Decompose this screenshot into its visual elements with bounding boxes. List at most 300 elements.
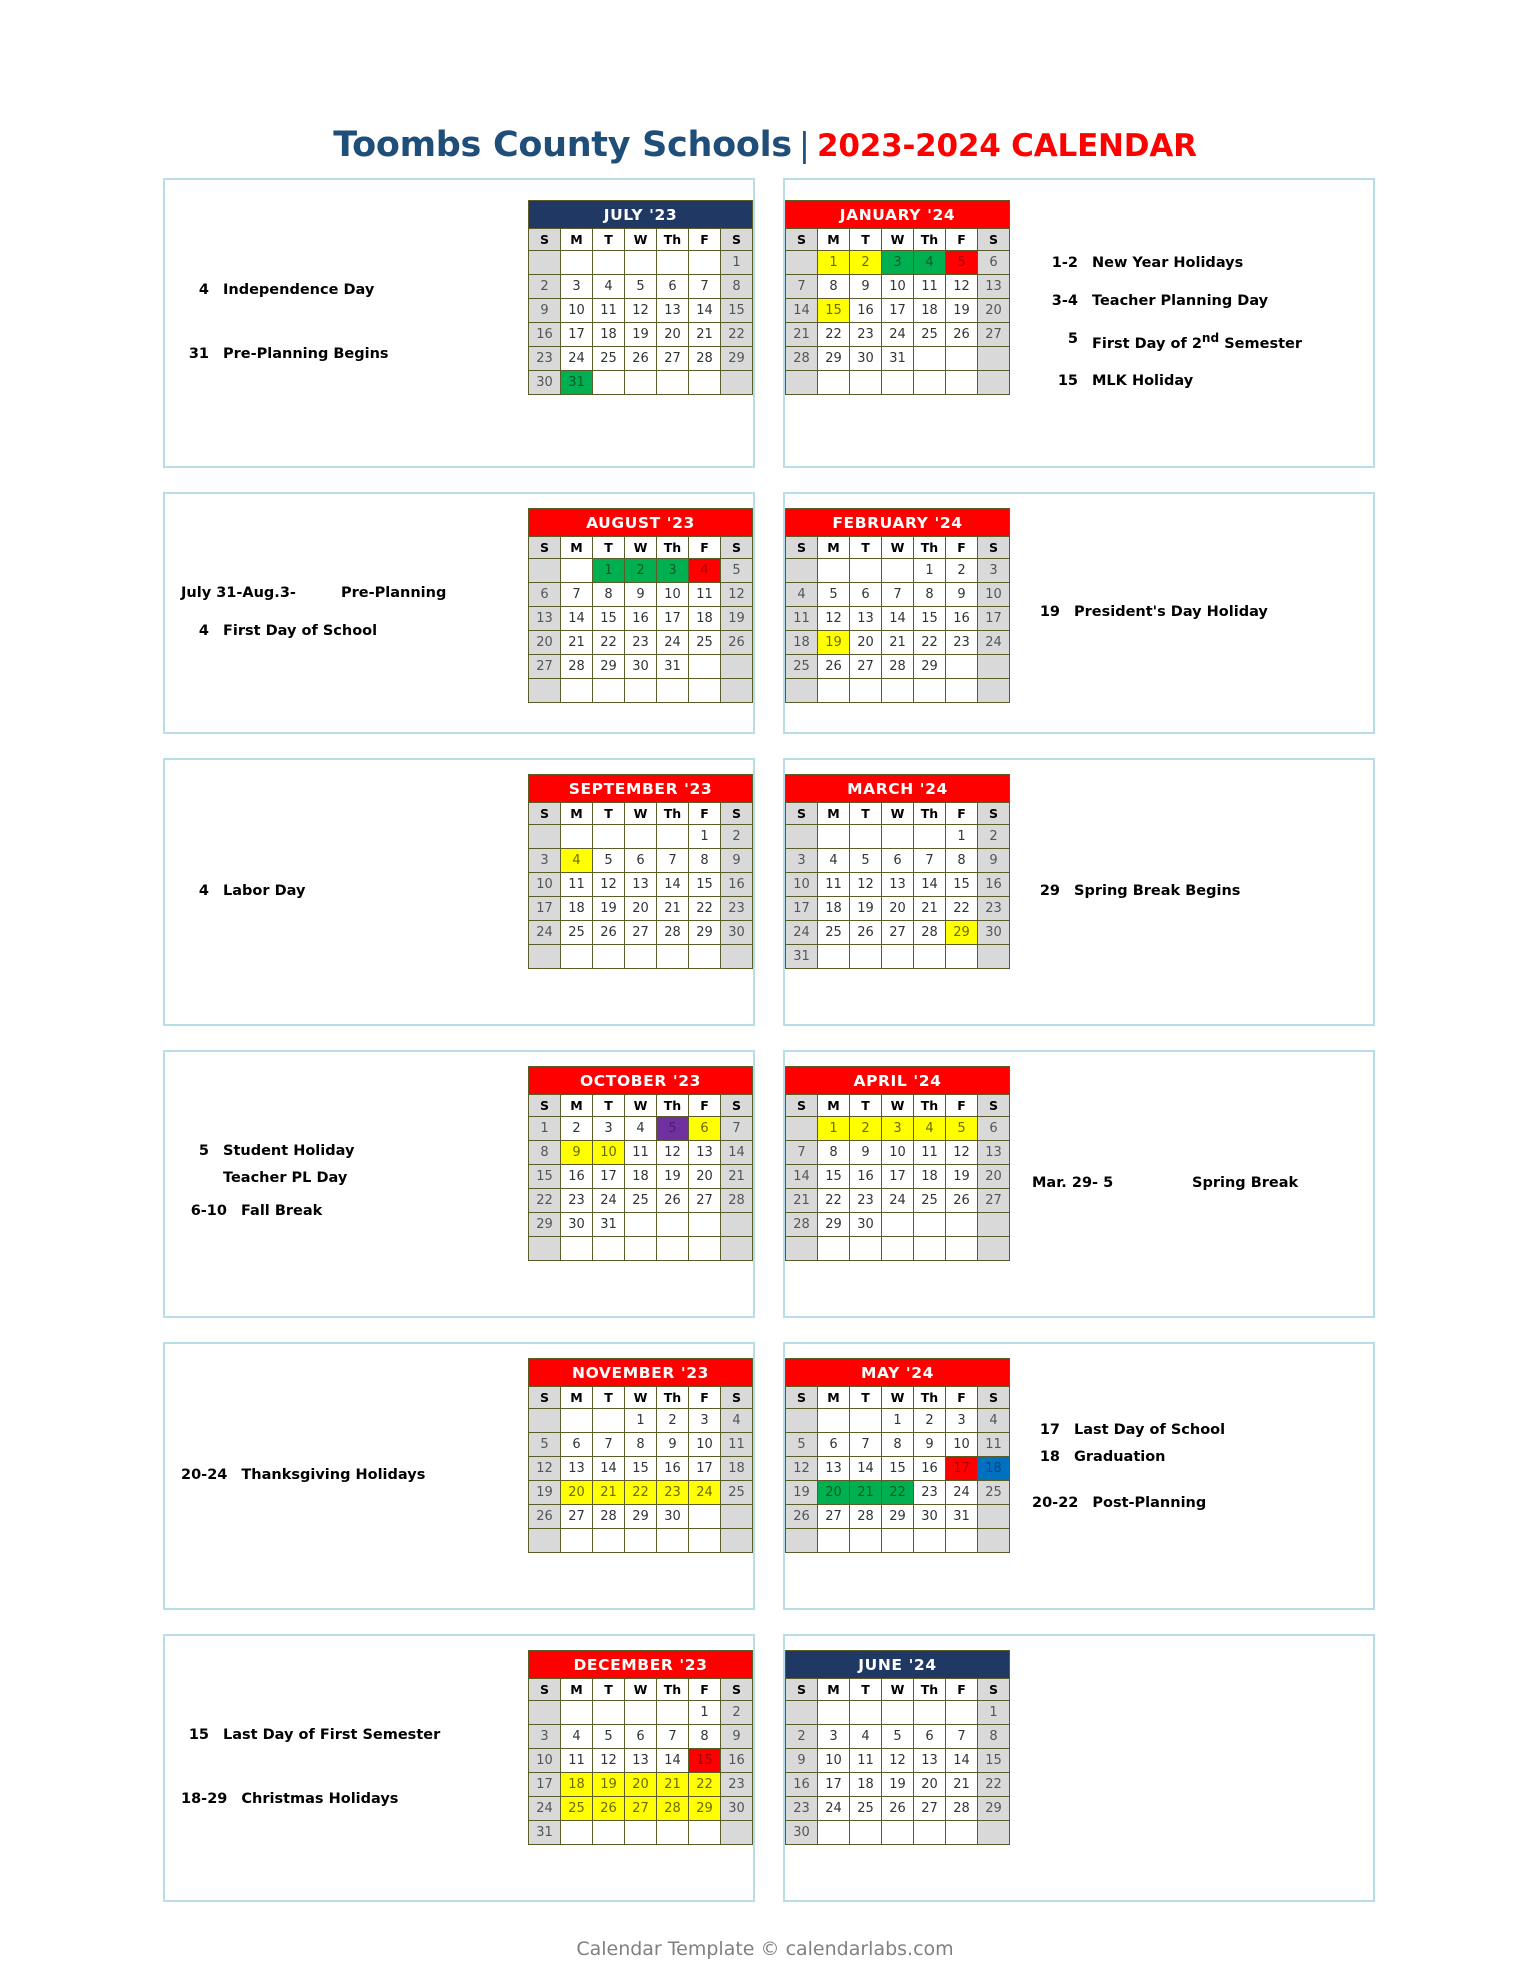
day-cell: 14	[786, 1165, 818, 1189]
notes-june	[1010, 1636, 1373, 1900]
weekday-label: F	[946, 229, 978, 251]
calendar-week-row	[786, 1117, 1010, 1141]
month-panel-october	[163, 1050, 755, 1318]
note-day: 4	[198, 623, 209, 639]
day-cell: 7	[689, 275, 721, 299]
weekday-label: T	[850, 229, 882, 251]
calendar-note	[1032, 254, 1367, 274]
weekday-label: S	[786, 803, 818, 825]
day-cell: 2	[561, 1117, 593, 1141]
empty-cell	[657, 825, 689, 849]
day-cell: 27	[561, 1505, 593, 1529]
day-cell: 28	[721, 1189, 753, 1213]
day-cell: 3	[657, 559, 689, 583]
day-cell: 9	[561, 1141, 593, 1165]
weekday-label: T	[593, 1387, 625, 1409]
day-cell: 8	[529, 1141, 561, 1165]
day-cell: 29	[978, 1797, 1010, 1821]
month-header-october: OCTOBER '23	[529, 1067, 753, 1095]
calendar-week-row	[786, 1821, 1010, 1845]
day-cell: 2	[850, 1117, 882, 1141]
day-cell: 1	[721, 251, 753, 275]
month-header-june: JUNE '24	[786, 1651, 1010, 1679]
calendar-table-july	[528, 200, 753, 395]
day-cell: 25	[561, 921, 593, 945]
day-cell: 28	[561, 655, 593, 679]
day-cell: 29	[818, 347, 850, 371]
day-cell: 26	[946, 323, 978, 347]
weekday-label: Th	[657, 537, 689, 559]
weekday-label: M	[818, 537, 850, 559]
month-panel-march	[783, 758, 1375, 1026]
day-cell: 9	[529, 299, 561, 323]
day-cell: 5	[786, 1433, 818, 1457]
day-cell: 23	[850, 1189, 882, 1213]
empty-cell	[786, 825, 818, 849]
day-cell: 13	[657, 299, 689, 323]
weekday-label: T	[593, 1095, 625, 1117]
notes-july	[165, 180, 528, 466]
day-cell: 16	[978, 873, 1010, 897]
day-cell: 2	[721, 825, 753, 849]
day-cell: 21	[786, 1189, 818, 1213]
empty-cell	[850, 1237, 882, 1261]
day-cell: 31	[593, 1213, 625, 1237]
day-cell: 10	[882, 275, 914, 299]
day-cell: 9	[914, 1433, 946, 1457]
day-cell: 29	[818, 1213, 850, 1237]
day-cell: 14	[850, 1457, 882, 1481]
day-cell: 2	[850, 251, 882, 275]
empty-cell	[689, 1213, 721, 1237]
empty-cell	[561, 559, 593, 583]
weekday-label: Th	[657, 803, 689, 825]
day-cell: 28	[657, 921, 689, 945]
empty-cell	[786, 371, 818, 395]
day-cell: 1	[818, 251, 850, 275]
day-cell: 4	[721, 1409, 753, 1433]
note-text: Fall Break	[241, 1202, 323, 1219]
day-cell: 26	[721, 631, 753, 655]
day-cell: 13	[882, 873, 914, 897]
calendar-table-january	[785, 200, 1010, 395]
month-panel-january	[783, 178, 1375, 468]
calendar-note	[181, 622, 522, 642]
note-text: Teacher Planning Day	[1092, 293, 1269, 310]
day-cell: 24	[818, 1797, 850, 1821]
empty-cell	[882, 559, 914, 583]
calendar-table-august	[528, 508, 753, 703]
calendar-week-row	[529, 1409, 753, 1433]
month-header-row	[529, 509, 753, 537]
day-cell: 5	[946, 251, 978, 275]
day-cell: 28	[689, 347, 721, 371]
weekday-label: F	[946, 803, 978, 825]
empty-cell	[786, 679, 818, 703]
calendar-week-row	[786, 559, 1010, 583]
weekday-label: S	[721, 537, 753, 559]
day-cell: 15	[978, 1749, 1010, 1773]
day-cell: 12	[946, 1141, 978, 1165]
day-cell: 10	[689, 1433, 721, 1457]
note-day: 15	[1057, 372, 1078, 389]
day-cell: 31	[657, 655, 689, 679]
title-school-name: Toombs County Schools	[333, 125, 792, 165]
calendar-row-6	[163, 1634, 1375, 1902]
weekday-label: T	[850, 1679, 882, 1701]
day-cell: 4	[625, 1117, 657, 1141]
notes-december	[165, 1636, 528, 1900]
weekday-label: M	[561, 229, 593, 251]
calendar-table-october	[528, 1066, 753, 1261]
month-header-july: JULY '23	[529, 201, 753, 229]
day-cell: 4	[786, 583, 818, 607]
calendar-week-row	[786, 323, 1010, 347]
month-panel-november	[163, 1342, 755, 1610]
weekday-label: S	[529, 1387, 561, 1409]
day-cell: 4	[914, 1117, 946, 1141]
empty-cell	[914, 679, 946, 703]
calendar-note	[1032, 1174, 1367, 1194]
day-cell: 9	[721, 849, 753, 873]
weekday-label: F	[689, 229, 721, 251]
empty-cell	[689, 1821, 721, 1845]
day-cell: 7	[593, 1433, 625, 1457]
day-cell: 25	[786, 655, 818, 679]
weekday-label: Th	[914, 1679, 946, 1701]
calendar-note	[1032, 372, 1367, 392]
calendar-week-row	[786, 849, 1010, 873]
empty-cell	[657, 1237, 689, 1261]
day-cell: 30	[850, 1213, 882, 1237]
day-cell: 20	[625, 1773, 657, 1797]
day-cell: 29	[946, 921, 978, 945]
day-cell: 27	[625, 921, 657, 945]
day-cell: 13	[978, 1141, 1010, 1165]
calendar-wrap-august	[528, 494, 753, 732]
day-cell: 6	[561, 1433, 593, 1457]
day-cell: 10	[818, 1749, 850, 1773]
day-cell: 19	[786, 1481, 818, 1505]
calendar-week-row	[786, 1189, 1010, 1213]
day-cell: 8	[946, 849, 978, 873]
day-cell: 17	[882, 1165, 914, 1189]
weekday-label: T	[850, 803, 882, 825]
day-cell: 20	[689, 1165, 721, 1189]
empty-cell	[818, 679, 850, 703]
calendar-row-4	[163, 1050, 1375, 1318]
month-header-december: DECEMBER '23	[529, 1651, 753, 1679]
day-cell: 25	[914, 1189, 946, 1213]
day-cell: 31	[786, 945, 818, 969]
weekday-label: M	[561, 1095, 593, 1117]
note-day: Mar. 29- 5	[1032, 1175, 1114, 1192]
weekday-label: M	[818, 1679, 850, 1701]
day-cell: 25	[593, 347, 625, 371]
empty-cell	[786, 1237, 818, 1261]
day-cell: 3	[882, 1117, 914, 1141]
weekday-header-row	[529, 1387, 753, 1409]
calendar-week-row	[529, 897, 753, 921]
empty-cell	[818, 1821, 850, 1845]
empty-cell	[786, 1117, 818, 1141]
calendar-week-row	[786, 825, 1010, 849]
calendar-week-row	[529, 945, 753, 969]
weekday-label: W	[625, 1095, 657, 1117]
day-cell: 13	[914, 1749, 946, 1773]
day-cell: 5	[882, 1725, 914, 1749]
day-cell: 12	[657, 1141, 689, 1165]
day-cell: 7	[914, 849, 946, 873]
calendar-week-row	[786, 1749, 1010, 1773]
empty-cell	[625, 371, 657, 395]
day-cell: 22	[946, 897, 978, 921]
month-header-row	[529, 1359, 753, 1387]
calendar-week-row	[786, 1409, 1010, 1433]
weekday-label: S	[786, 537, 818, 559]
day-cell: 24	[882, 1189, 914, 1213]
day-cell: 14	[561, 607, 593, 631]
day-cell: 21	[721, 1165, 753, 1189]
day-cell: 10	[882, 1141, 914, 1165]
day-cell: 24	[786, 921, 818, 945]
calendar-week-row	[786, 1213, 1010, 1237]
empty-cell	[914, 371, 946, 395]
day-cell: 11	[689, 583, 721, 607]
weekday-header-row	[529, 537, 753, 559]
empty-cell	[625, 1529, 657, 1553]
empty-cell	[593, 945, 625, 969]
empty-cell	[882, 1213, 914, 1237]
day-cell: 20	[978, 299, 1010, 323]
day-cell: 13	[689, 1141, 721, 1165]
day-cell: 1	[914, 559, 946, 583]
weekday-label: S	[721, 1387, 753, 1409]
day-cell: 21	[593, 1481, 625, 1505]
day-cell: 2	[786, 1725, 818, 1749]
day-cell: 4	[850, 1725, 882, 1749]
note-day: 17	[1039, 1421, 1060, 1438]
day-cell: 24	[529, 1797, 561, 1821]
day-cell: 22	[882, 1481, 914, 1505]
month-panel-february	[783, 492, 1375, 734]
day-cell: 8	[689, 849, 721, 873]
day-cell: 30	[657, 1505, 689, 1529]
empty-cell	[914, 1213, 946, 1237]
day-cell: 28	[914, 921, 946, 945]
day-cell: 12	[721, 583, 753, 607]
notes-april	[1010, 1052, 1373, 1316]
weekday-label: W	[882, 229, 914, 251]
day-cell: 8	[818, 1141, 850, 1165]
weekday-label: M	[818, 1387, 850, 1409]
day-cell: 29	[529, 1213, 561, 1237]
empty-cell	[721, 945, 753, 969]
day-cell: 23	[721, 897, 753, 921]
weekday-label: S	[529, 537, 561, 559]
calendar-week-row	[786, 873, 1010, 897]
calendar-week-row	[786, 1773, 1010, 1797]
calendar-week-row	[529, 1165, 753, 1189]
month-header-row	[529, 1067, 753, 1095]
calendar-week-row	[529, 921, 753, 945]
day-cell: 6	[914, 1725, 946, 1749]
day-cell: 7	[786, 1141, 818, 1165]
day-cell: 6	[850, 583, 882, 607]
day-cell: 14	[882, 607, 914, 631]
empty-cell	[689, 1237, 721, 1261]
day-cell: 16	[850, 299, 882, 323]
day-cell: 20	[914, 1773, 946, 1797]
month-panel-september	[163, 758, 755, 1026]
day-cell: 25	[850, 1797, 882, 1821]
day-cell: 3	[689, 1409, 721, 1433]
empty-cell	[657, 679, 689, 703]
calendar-week-row	[786, 583, 1010, 607]
weekday-label: S	[786, 1387, 818, 1409]
empty-cell	[689, 679, 721, 703]
day-cell: 20	[850, 631, 882, 655]
notes-october	[165, 1052, 528, 1316]
day-cell: 28	[786, 347, 818, 371]
note-text: Last Day of First Semester	[223, 1727, 441, 1744]
empty-cell	[657, 1821, 689, 1845]
calendar-week-row	[529, 299, 753, 323]
day-cell: 21	[561, 631, 593, 655]
day-cell: 8	[689, 1725, 721, 1749]
notes-november	[165, 1344, 528, 1608]
calendar-note	[1032, 1448, 1367, 1468]
day-cell: 15	[914, 607, 946, 631]
day-cell: 5	[529, 1433, 561, 1457]
calendar-wrap-february	[785, 494, 1010, 732]
day-cell: 11	[721, 1433, 753, 1457]
month-header-august: AUGUST '23	[529, 509, 753, 537]
empty-cell	[721, 1529, 753, 1553]
calendar-week-row	[529, 275, 753, 299]
day-cell: 17	[689, 1457, 721, 1481]
weekday-header-row	[529, 1679, 753, 1701]
empty-cell	[818, 1701, 850, 1725]
note-day: 3-4	[1051, 293, 1078, 310]
calendar-week-row	[529, 1749, 753, 1773]
day-cell: 2	[914, 1409, 946, 1433]
day-cell: 16	[850, 1165, 882, 1189]
day-cell: 3	[946, 1409, 978, 1433]
day-cell: 19	[850, 897, 882, 921]
weekday-label: S	[721, 1679, 753, 1701]
day-cell: 1	[625, 1409, 657, 1433]
day-cell: 2	[946, 559, 978, 583]
day-cell: 18	[689, 607, 721, 631]
empty-cell	[625, 1821, 657, 1845]
calendar-table-april	[785, 1066, 1010, 1261]
weekday-label: S	[529, 1679, 561, 1701]
calendar-note	[181, 1142, 522, 1162]
empty-cell	[882, 371, 914, 395]
calendar-week-row	[786, 275, 1010, 299]
day-cell: 29	[625, 1505, 657, 1529]
weekday-label: S	[529, 1095, 561, 1117]
empty-cell	[818, 559, 850, 583]
empty-cell	[529, 251, 561, 275]
day-cell: 31	[946, 1505, 978, 1529]
empty-cell	[657, 371, 689, 395]
calendar-wrap-november	[528, 1344, 753, 1608]
calendar-week-row	[786, 1165, 1010, 1189]
calendar-note	[1032, 882, 1367, 902]
day-cell: 1	[818, 1117, 850, 1141]
note-day: 4	[198, 282, 209, 299]
weekday-label: T	[593, 537, 625, 559]
weekday-label: T	[593, 1679, 625, 1701]
day-cell: 15	[689, 1749, 721, 1773]
note-text: New Year Holidays	[1092, 255, 1244, 272]
weekday-label: S	[786, 1095, 818, 1117]
day-cell: 21	[786, 323, 818, 347]
weekday-label: S	[721, 803, 753, 825]
calendar-table-february	[785, 508, 1010, 703]
empty-cell	[561, 679, 593, 703]
notes-september	[165, 760, 528, 1024]
empty-cell	[529, 1529, 561, 1553]
calendar-week-row	[529, 1529, 753, 1553]
day-cell: 24	[561, 347, 593, 371]
title-school-year: 2023-2024 CALENDAR	[816, 128, 1197, 164]
empty-cell	[946, 1701, 978, 1725]
day-cell: 6	[818, 1433, 850, 1457]
empty-cell	[818, 1529, 850, 1553]
day-cell: 3	[818, 1725, 850, 1749]
calendar-wrap-september	[528, 760, 753, 1024]
weekday-label: T	[850, 1095, 882, 1117]
day-cell: 28	[593, 1505, 625, 1529]
weekday-label: W	[882, 1387, 914, 1409]
empty-cell	[978, 679, 1010, 703]
day-cell: 8	[914, 583, 946, 607]
day-cell: 9	[850, 275, 882, 299]
day-cell: 26	[786, 1505, 818, 1529]
calendar-week-row	[786, 945, 1010, 969]
calendar-week-row	[529, 1237, 753, 1261]
day-cell: 30	[721, 1797, 753, 1821]
calendar-table-may	[785, 1358, 1010, 1553]
day-cell: 30	[625, 655, 657, 679]
note-day: 29	[1039, 883, 1060, 900]
day-cell: 21	[657, 1773, 689, 1797]
calendar-table-december	[528, 1650, 753, 1845]
weekday-header-row	[786, 1679, 1010, 1701]
calendar-week-row	[786, 251, 1010, 275]
weekday-label: M	[561, 1679, 593, 1701]
empty-cell	[850, 1529, 882, 1553]
weekday-label: Th	[914, 803, 946, 825]
day-cell: 25	[818, 921, 850, 945]
day-cell: 12	[593, 1749, 625, 1773]
month-header-row	[786, 1067, 1010, 1095]
day-cell: 21	[914, 897, 946, 921]
empty-cell	[850, 559, 882, 583]
day-cell: 28	[657, 1797, 689, 1821]
month-panel-may	[783, 1342, 1375, 1610]
day-cell: 16	[914, 1457, 946, 1481]
day-cell: 18	[561, 897, 593, 921]
day-cell: 27	[882, 921, 914, 945]
day-cell: 4	[561, 849, 593, 873]
calendar-table-june	[785, 1650, 1010, 1845]
day-cell: 26	[818, 655, 850, 679]
month-panel-july	[163, 178, 755, 468]
